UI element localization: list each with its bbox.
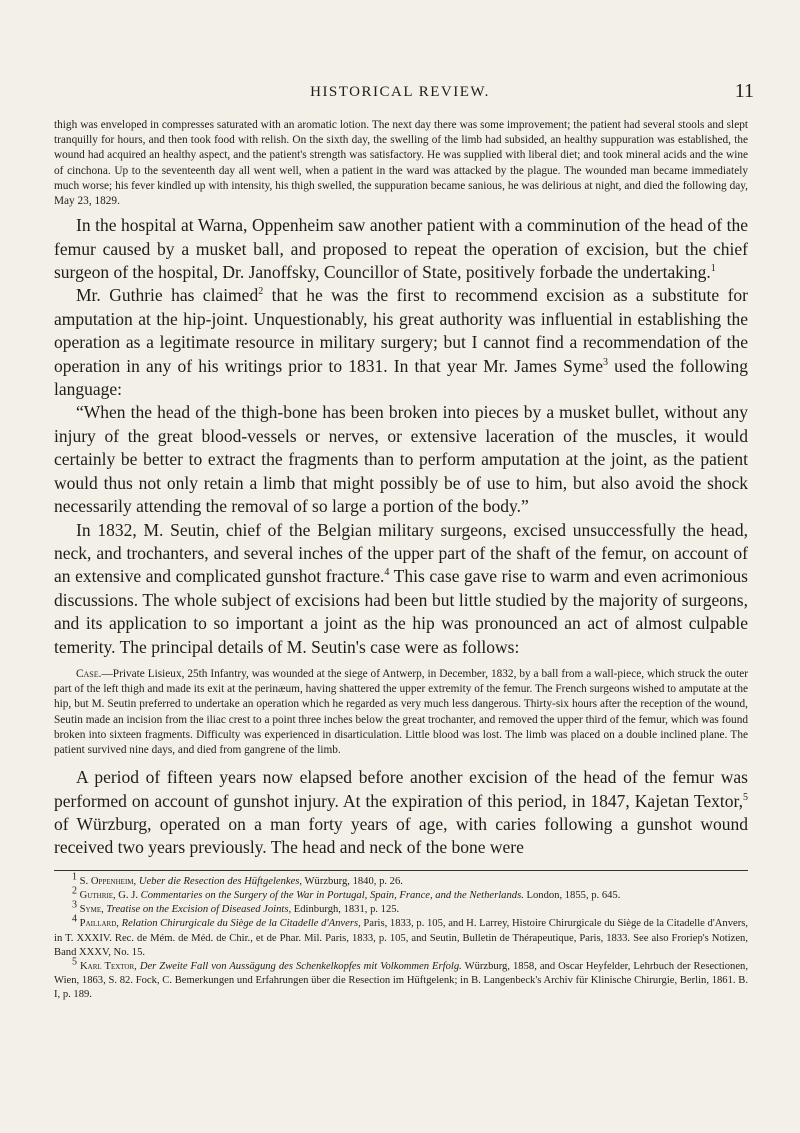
seutin-paragraph [54, 519, 748, 659]
textor-paragraph [54, 766, 748, 860]
footnote-ref-4[interactable]: 4 [384, 567, 390, 579]
footnote-author: Karl Textor, [80, 961, 137, 972]
footnote-title: Commentaries on the Surgery of the War in Portugal, Spain, France, and the Netherlands. [140, 889, 524, 901]
footnote-title: Ueber die Resection des Hüftgelenkes, [138, 875, 303, 887]
seutin-text-b: This case gave rise to warm and even acrimonious discussions. The whole subject of excisions had been but little studied by the majority of surgeons, and its application to so important a joint as the hip was pronounced an act of almost culpable temerity. The principal details of M. Seutin's case were as follows: [54, 566, 748, 657]
footnote-ref-5[interactable]: 5 [743, 791, 748, 803]
footnote-divider [54, 870, 748, 871]
footnote-author: Syme, [79, 904, 104, 916]
textor-text-b: of Würzburg, operated on a man forty years of age, with caries following a gunshot wound received two years previously. The head and neck of the bone were [54, 813, 748, 858]
textor-text-a: A period of fifteen years now elapsed before another excision of the head of the femur was performed on account of gunshot injury. At the expiration of this period, in 1847, Kajetan Textor, [54, 767, 748, 811]
footnote-author: Paillard, [79, 918, 119, 930]
guthrie-text-c: used the following language: [54, 355, 748, 400]
footnote-mark: 2 [72, 885, 77, 897]
footnote-title: Relation Chirurgicale du Siège de la Citadelle d'Anvers, [121, 918, 361, 930]
running-title: HISTORICAL REVIEW. [310, 84, 490, 100]
footnote [54, 871, 748, 889]
footnote-details: Würzburg, 1858, and Oscar Heyfelder, Lehrbuch der Resectionen, Wien, 1863, S. 82. Fock, C. Bemerkungen und Erfahrungen über die Resection im Hüftgelenk; in B. Langenbeck's Archiv für Klinische Chirurgie, Berlin, 1861. B. I, p. 189. [54, 961, 748, 1001]
footnote-mark: 3 [72, 899, 77, 911]
case-continuation: thigh was enveloped in compresses saturated with an aromatic lotion. The next day there was some improvement; the patient had several stools and slept tranquilly for hours, and then took food with relish. On the sixth day, the swelling of the limb had subsided, an healthy suppuration was established, the wound had acquired an healthy aspect, and the patient's strength was satisfactory. He was supplied with liberal diet; and took mineral acids and the wine of cinchona. Up to the seventeenth day all went well, when a patient in the ward was attacked by the plague. The wounded man became immediately much worse; his fever kindled up with intensity, his thigh swelled, the suppuration became sanious, he was delirious at night, and died the following day, May 23, 1829. [54, 119, 748, 208]
case-text: —Private Lisieux, 25th Infantry, was wounded at the siege of Antwerp, in December, 1832, by a ball from a wall-piece, which struck the outer part of the left thigh and made its exit at the perinæum, having shattered the upper extremity of the femur. The French surgeons wished to amputate at the hip, but M. Seutin preferred to undertake an operation which he regarded as very much less dangerous. Thirty-six hours after the reception of the wound, Seutin made an incision from the iliac crest to a point three inches below the great trochanter, and removed the upper third of the femur, which was found broken into sixteen fragments. Difficulty was experienced in disarticulation. Little blood was lost. The limb was placed on a double inclined plane. The patient survived nine days, and died from gangrene of the limb. [54, 667, 748, 756]
guthrie-paragraph [54, 284, 748, 401]
footnote-mark: 5 [72, 956, 77, 968]
footnote [54, 885, 748, 903]
footnote-details: Paris, 1833, p. 105, and H. Larrey, Histoire Chirurgicale du Siège de la Citadelle d'Anvers, in T. XXXIV. Rec. de Mém. de Méd. de Chir., et de Phar. Mil. Paris, 1833, p. 105, and Seutin, Bulletin de Thérapeutique, Paris, 1833. See also Froriep's Notizen, Band XXXV, No. 15. [54, 918, 748, 958]
warna-text: In the hospital at Warna, Oppenheim saw another patient with a comminution of the head of the femur caused by a musket ball, and proposed to repeat the operation of excision, but the chief surgeon of the hospital, Dr. Janoffsky, Councillor of State, positively forbade the undertaking. [54, 215, 748, 283]
footnotes [54, 871, 748, 1003]
footnote-ref-2[interactable]: 2 [258, 286, 264, 298]
page-number: 11 [734, 80, 754, 102]
footnote-ref-1[interactable]: 1 [710, 263, 716, 275]
footnote [54, 913, 748, 960]
case-report [54, 667, 748, 758]
footnote-mark: 1 [72, 871, 77, 883]
case-label: Case. [76, 667, 102, 680]
syme-quote: “When the head of the thigh-bone has been broken into pieces by a musket bullet, without any injury of the great blood-vessels or nerves, or extensive laceration of the muscles, it would certainly be better to extract the fragments than to perform amputation at the joint, as the patient would thus not only retain a limb that might possibly be of use to him, but also avoid the shock necessarily attending the removal of so large a portion of the body.” [54, 402, 748, 517]
footnote-details: London, 1855, p. 645. [523, 889, 621, 901]
footnote-title: Der Zweite Fall von Aussägung des Schenkelkopfes mit Volkommen Erfolg. [139, 961, 462, 972]
seutin-text-a: In 1832, M. Seutin, chief of the Belgian military surgeons, excised unsuccessfully the head, neck, and trochanters, and several inches of the upper part of the shaft of the femur, on account of an extensive and complicated gunshot fracture. [54, 519, 748, 587]
footnote-author: Guthrie, G. J. [79, 889, 138, 901]
guthrie-text-a: Mr. Guthrie has claimed [76, 285, 259, 306]
footnote [54, 956, 748, 1003]
footnote-ref-3[interactable]: 3 [602, 356, 608, 368]
footnote-author: S. Oppenheim, [79, 875, 137, 887]
warna-paragraph [54, 214, 748, 284]
footnote-title: Treatise on the Excision of Diseased Joints, [106, 904, 292, 916]
page-body [54, 118, 748, 1003]
footnote-details: Würzburg, 1840, p. 26. [302, 875, 403, 887]
footnote [54, 899, 748, 917]
page-header [40, 80, 760, 108]
footnote-mark: 4 [72, 913, 77, 925]
guthrie-text-b: that he was the first to recommend excision as a substitute for amputation at the hip-joint. Unquestionably, his great authority was influential in establishing the operation as a legitimate resource in military surgery; but I cannot find a recommendation of the operation in any of his writings prior to 1831. In that year Mr. James Syme [54, 285, 748, 376]
footnote-details: Edinburgh, 1831, p. 125. [291, 904, 400, 916]
